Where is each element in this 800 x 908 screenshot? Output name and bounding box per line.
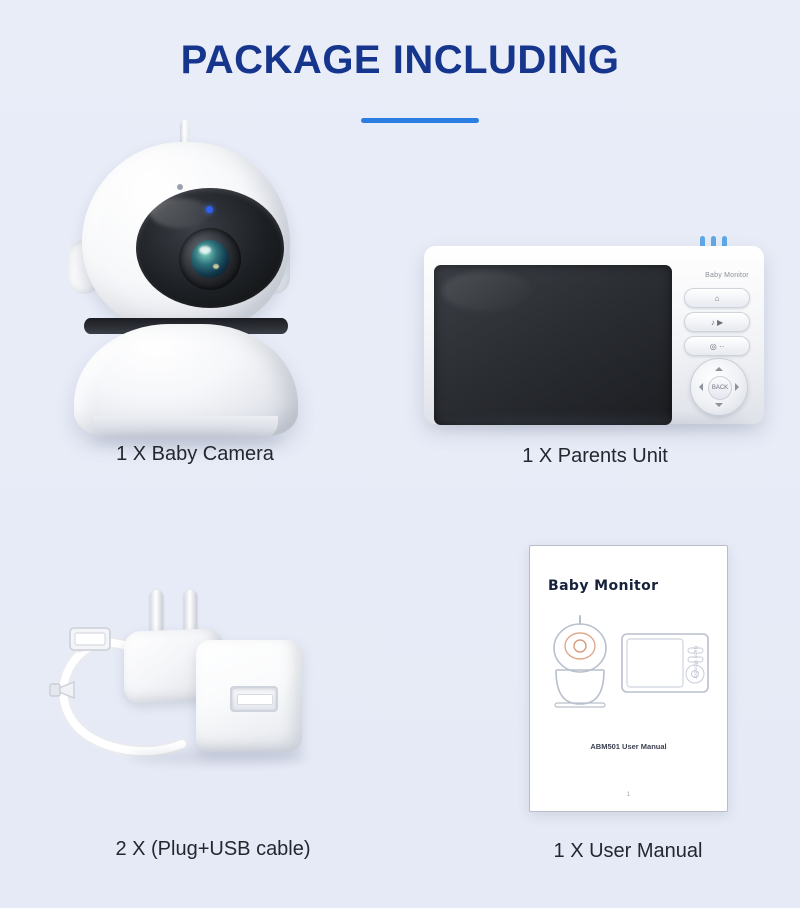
monitor-dpad[interactable] — [690, 358, 748, 416]
camera-lens — [191, 240, 229, 278]
page-title: PACKAGE INCLUDING — [180, 38, 620, 82]
monitor-button-lullaby[interactable] — [684, 312, 750, 332]
caption-parents-unit: 1 X Parents Unit — [522, 445, 668, 467]
monitor-drop-shadow — [438, 418, 750, 430]
parents-unit-image — [424, 236, 764, 424]
caption-plug-usb-cable: 2 X (Plug+USB cable) — [115, 838, 311, 860]
manual-cover-artwork — [544, 608, 714, 718]
monitor-button-power[interactable] — [684, 336, 750, 356]
caption-user-manual: 1 X User Manual — [553, 840, 703, 862]
camera-face-plate — [136, 188, 284, 308]
home-icon: ⌂ — [714, 293, 720, 303]
caption-baby-camera: 1 X Baby Camera — [116, 443, 274, 465]
title-underline-divider — [361, 118, 479, 123]
music-play-icon: ♪ ▶ — [710, 317, 724, 327]
camera-head-shell — [82, 142, 290, 332]
plug-prong-left — [150, 590, 163, 634]
monitor-button-home[interactable] — [684, 288, 750, 308]
manual-cover-page-number: 1 — [626, 792, 631, 798]
plug-drop-shadow — [128, 750, 308, 764]
camera-lens-ring — [179, 228, 241, 290]
camera-lens-glint — [213, 264, 219, 269]
chevron-left-icon[interactable] — [695, 383, 703, 391]
user-manual-image — [529, 545, 728, 812]
monitor-screen-gloss — [442, 271, 532, 311]
plug-usb-cable-image — [48, 578, 378, 808]
camera-indicator-dot — [206, 206, 213, 213]
power-icon: ◎ ·· — [709, 341, 725, 351]
baby-camera-image — [60, 120, 330, 430]
monitor-brand-label: Baby Monitor — [705, 272, 749, 279]
chevron-right-icon[interactable] — [735, 383, 743, 391]
plug-prong-right — [184, 590, 197, 634]
monitor-screen — [434, 265, 672, 425]
camera-face-gloss — [150, 198, 210, 228]
svg-text:Baby Monitor: Baby Monitor — [692, 646, 698, 680]
chevron-down-icon[interactable] — [715, 403, 723, 411]
monitor-chassis — [424, 246, 764, 424]
manual-cover-title: Baby Monitor — [548, 578, 659, 594]
camera-lens-highlight — [199, 246, 211, 254]
manual-cover-footer: ABM501 User Manual — [590, 742, 667, 751]
usb-port-inner — [237, 694, 273, 705]
camera-status-led — [177, 184, 183, 190]
usb-port — [230, 686, 278, 712]
chevron-up-icon[interactable] — [715, 363, 723, 371]
monitor-back-button[interactable]: BACK — [708, 376, 732, 400]
